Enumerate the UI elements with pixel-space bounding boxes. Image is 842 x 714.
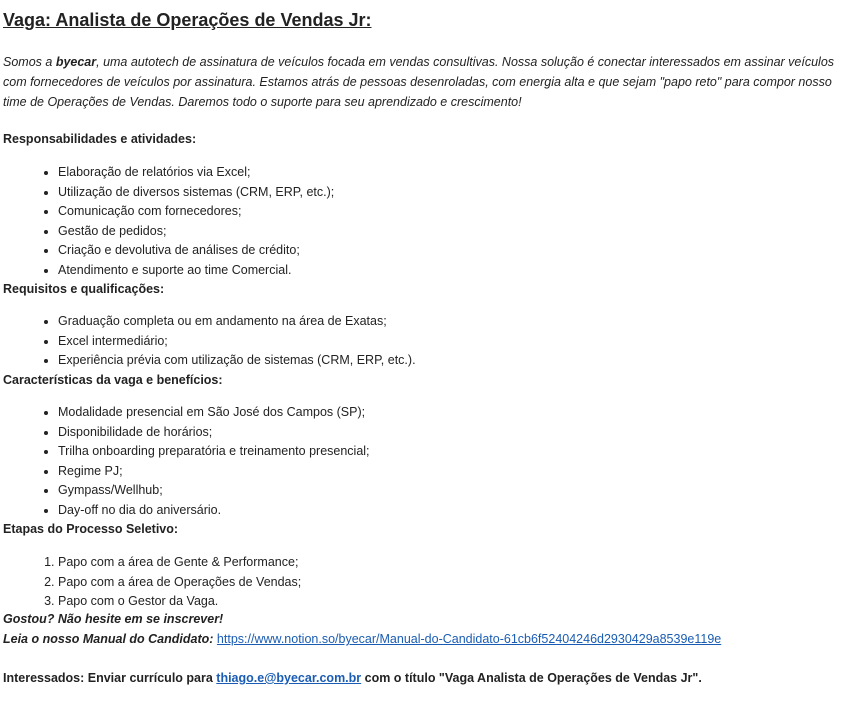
list-item: • Experiência prévia com utilização de sistemas (CRM, ERP, etc.). <box>58 351 416 371</box>
manual-link[interactable]: https://www.notion.so/byecar/Manual-do-Candidato-61cb6f52404246d2930429a8539e119e <box>216 632 722 646</box>
list-item: • Elaboração de relatórios via Excel; <box>58 163 334 183</box>
benefits-heading: Características da vaga e benefícios: <box>3 373 223 387</box>
list-item: 3. Papo com o Gestor da Vaga. <box>58 592 301 612</box>
cta-text: Gostou? Não hesite em se inscrever! <box>3 612 224 626</box>
list-item: • Atendimento e suporte ao time Comercial. <box>58 261 334 281</box>
contact-email-link[interactable]: thiago.e@byecar.com.br <box>216 671 362 685</box>
intro-paragraph <box>3 52 839 112</box>
contact-after: com o título "Vaga Analista de Operações de Vendas Jr". <box>361 671 702 685</box>
contact-line <box>3 669 702 688</box>
responsibilities-heading: Responsabilidades e atividades: <box>3 132 197 146</box>
process-list <box>58 553 301 612</box>
intro-before: Somos a <box>3 55 56 69</box>
requirements-list <box>58 312 416 371</box>
list-item: • Comunicação com fornecedores; <box>58 202 334 222</box>
list-item: • Utilização de diversos sistemas (CRM, ERP, etc.); <box>58 183 334 203</box>
company-name: byecar <box>55 55 97 69</box>
list-item: • Regime PJ; <box>58 462 370 482</box>
process-heading: Etapas do Processo Seletivo: <box>3 522 179 536</box>
list-item: • Gympass/Wellhub; <box>58 481 370 501</box>
requirements-heading: Requisitos e qualificações: <box>3 282 165 296</box>
responsibilities-list <box>58 163 334 280</box>
list-item: • Gestão de pedidos; <box>58 222 334 242</box>
list-item: • Modalidade presencial em São José dos Campos (SP); <box>58 403 370 423</box>
manual-label: Leia o nosso Manual do Candidato: <box>3 632 214 646</box>
manual-line <box>3 630 721 649</box>
page-title: Vaga: Analista de Operações de Vendas Jr: <box>3 10 372 30</box>
list-item: • Graduação completa ou em andamento na área de Exatas; <box>58 312 416 332</box>
list-item: 1. Papo com a área de Gente & Performance; <box>58 553 301 573</box>
contact-before: Interessados: Enviar currículo para <box>3 671 217 685</box>
list-item: 2. Papo com a área de Operações de Vendas; <box>58 573 301 593</box>
list-item: • Criação e devolutiva de análises de crédito; <box>58 241 334 261</box>
benefits-list <box>58 403 370 520</box>
list-item: • Disponibilidade de horários; <box>58 423 370 443</box>
intro-after: , uma autotech de assinatura de veículos focada em vendas consultivas. Nossa solução é conectar interessados em assinar veículos com fornecedores de veículos por assinatura. Estamos atrás de pessoas desenroladas, com energia alta e que sejam "papo reto" para compor nosso time de Operações de Vendas. Daremos todo o suporte para seu aprendizado e crescimento! <box>3 55 835 109</box>
list-item: • Day-off no dia do aniversário. <box>58 501 370 521</box>
list-item: • Trilha onboarding preparatória e treinamento presencial; <box>58 442 370 462</box>
list-item: • Excel intermediário; <box>58 332 416 352</box>
